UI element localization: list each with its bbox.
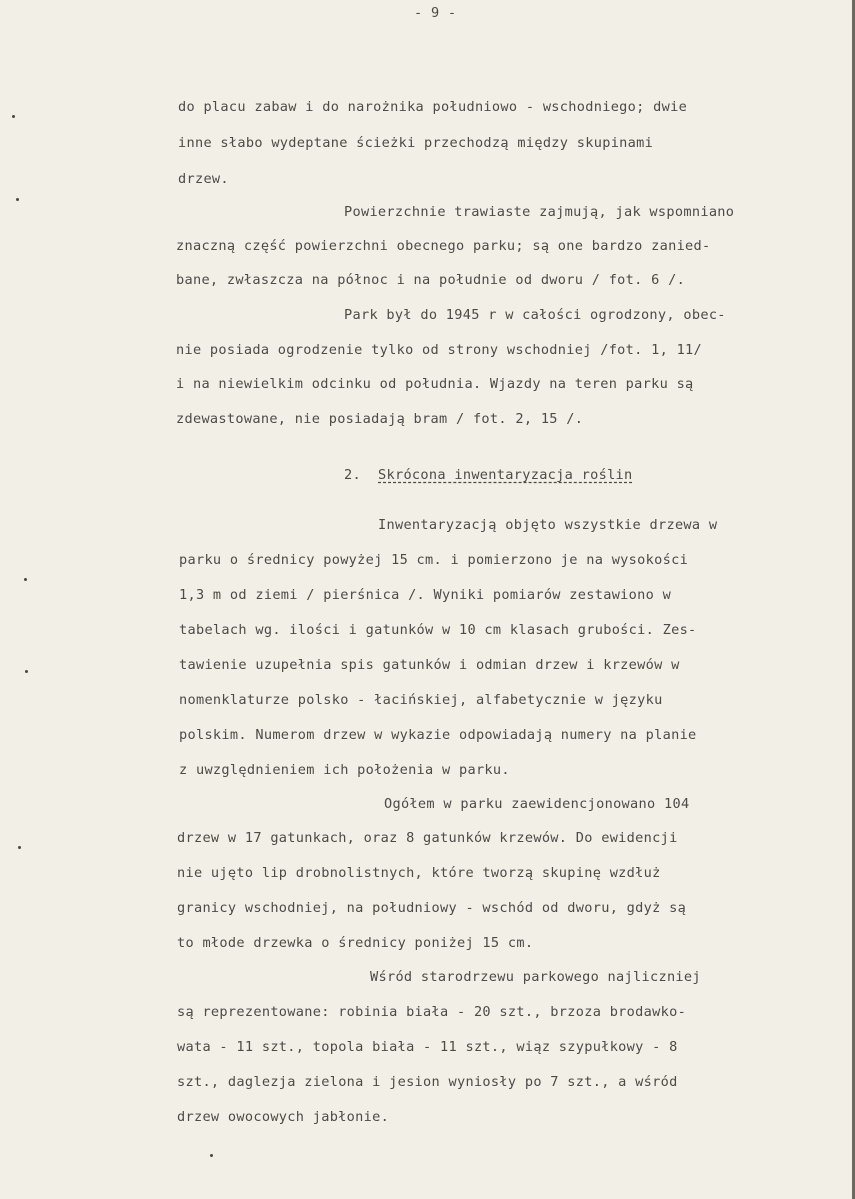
- text-line: Ogółem w parku zaewidencjonowano 104: [384, 796, 690, 812]
- text-line: Park był do 1945 r w całości ogrodzony, obec-: [344, 307, 726, 323]
- text-line: do placu zabaw i do narożnika południowo - wschodniego; dwie: [178, 99, 688, 115]
- section-title: Skrócona inwentaryzacja roślin: [378, 467, 633, 483]
- text-line: polskim. Numerom drzew w wykazie odpowiadają numery na planie: [179, 727, 697, 743]
- text-line: 1,3 m od ziemi / pierśnica /. Wyniki pomiarów zestawiono w: [179, 587, 672, 603]
- section-number: 2.: [344, 467, 361, 483]
- text-line: nie posiada ogrodzenie tylko od strony wschodniej /fot. 1, 11/: [176, 342, 703, 358]
- text-line: tawienie uzupełnia spis gatunków i odmian drzew i krzewów w: [179, 657, 680, 673]
- margin-dot: [24, 578, 27, 581]
- margin-dot: [12, 115, 15, 118]
- page-number: - 9 -: [414, 5, 457, 21]
- text-line: to młode drzewka o średnicy poniżej 15 cm.: [177, 935, 534, 951]
- text-line: szt., daglezja zielona i jesion wyniosły po 7 szt., a wśród: [177, 1074, 678, 1090]
- text-line: bane, zwłaszcza na północ i na południe od dworu / fot. 6 /.: [176, 272, 686, 288]
- text-line: Inwentaryzacją objęto wszystkie drzewa w: [378, 517, 718, 533]
- text-line: Powierzchnie trawiaste zajmują, jak wspomniano: [344, 204, 735, 220]
- text-line: zdewastowane, nie posiadają bram / fot. 2, 15 /.: [176, 411, 584, 427]
- text-line: znaczną część powierzchni obecnego parku; są one bardzo zanied-: [176, 238, 711, 254]
- text-line: drzew owocowych jabłonie.: [177, 1109, 390, 1125]
- text-line: są reprezentowane: robinia biała - 20 szt., brzoza brodawko-: [177, 1004, 687, 1020]
- margin-dot: [25, 670, 28, 673]
- text-line: Wśród starodrzewu parkowego najliczniej: [370, 969, 701, 985]
- margin-dot: [18, 846, 21, 849]
- text-line: wata - 11 szt., topola biała - 11 szt., wiąz szypułkowy - 8: [177, 1039, 678, 1055]
- margin-dot: [16, 198, 19, 201]
- text-line: nie ujęto lip drobnolistnych, które tworzą skupinę wzdłuż: [177, 865, 661, 881]
- text-line: drzew w 17 gatunkach, oraz 8 gatunków krzewów. Do ewidencji: [177, 830, 678, 846]
- text-line: i na niewielkim odcinku od południa. Wjazdy na teren parku są: [176, 376, 694, 392]
- text-line: z uwzględnieniem ich położenia w parku.: [179, 762, 510, 778]
- margin-dot: [210, 1154, 213, 1157]
- text-line: tabelach wg. ilości i gatunków w 10 cm klasach grubości. Zes-: [179, 622, 697, 638]
- text-line: parku o średnicy powyżej 15 cm. i pomierzono je na wysokości: [179, 552, 689, 568]
- text-line: nomenklaturze polsko - łacińskiej, alfabetycznie w języku: [179, 692, 663, 708]
- text-line: granicy wschodniej, na południowy - wschód od dworu, gdyż są: [177, 900, 687, 916]
- text-line: drzew.: [178, 171, 229, 187]
- text-line: inne słabo wydeptane ścieżki przechodzą między skupinami: [178, 135, 654, 151]
